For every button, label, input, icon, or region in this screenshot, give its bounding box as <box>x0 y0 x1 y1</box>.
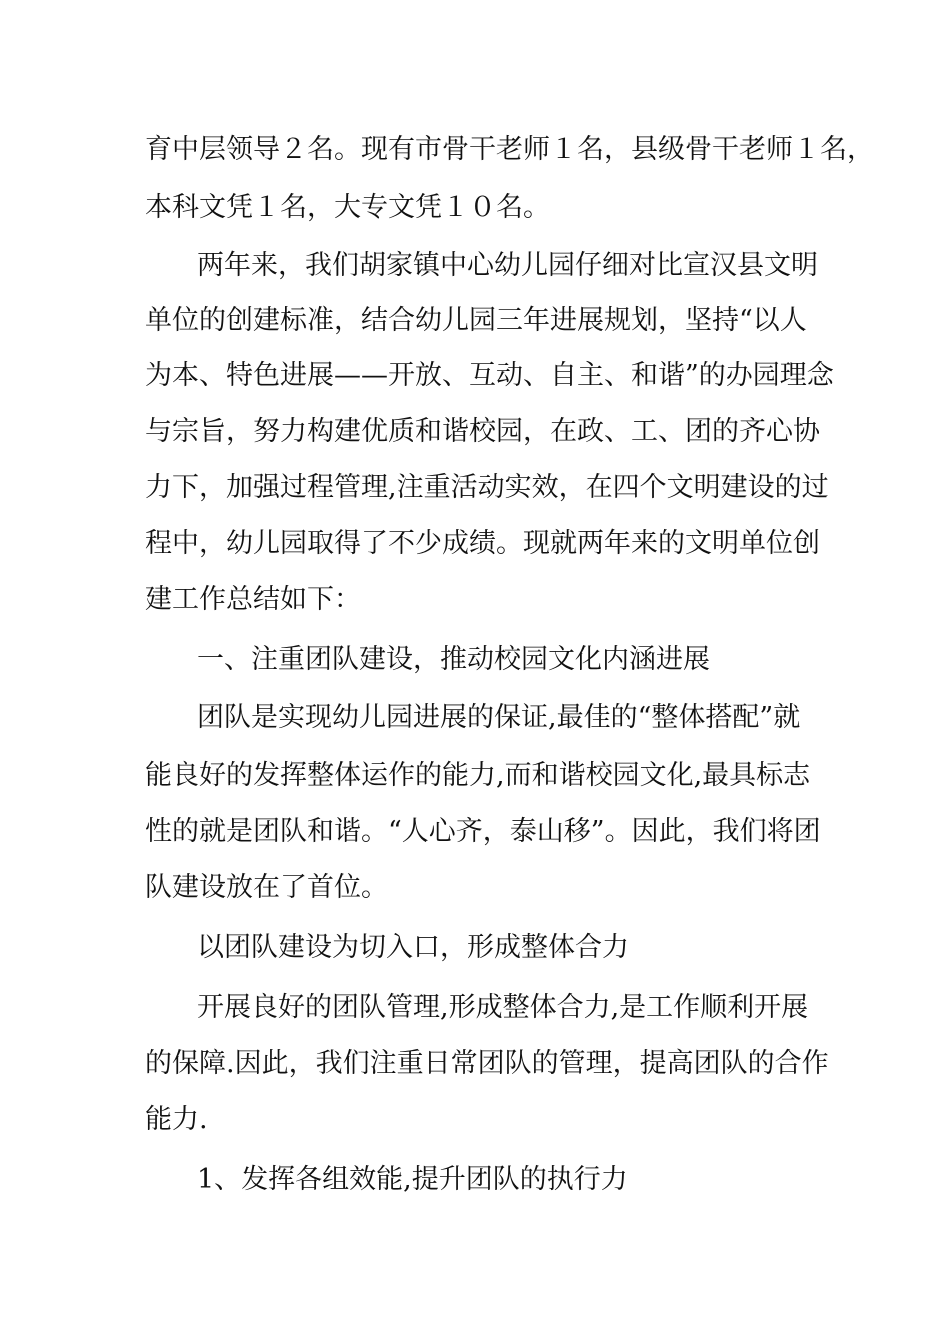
subsection-heading: 以团队建设为切入口，形成整体合力 <box>197 932 629 963</box>
text-line: 的保障.因此，我们注重日常团队的管理，提高团队的合作 <box>145 1048 829 1079</box>
text-line: 性的就是团队和谐。“人心齐，泰山移”。因此，我们将团 <box>145 816 821 847</box>
text-line: 能良好的发挥整体运作的能力,而和谐校园文化,最具标志 <box>145 760 811 791</box>
text-line: 队建设放在了首位。 <box>145 872 388 903</box>
text-line: 建工作总结如下： <box>145 584 361 615</box>
paragraph-start: 团队是实现幼儿园进展的保证,最佳的“整体搭配”就 <box>197 702 801 733</box>
text-line: 力下，加强过程管理,注重活动实效，在四个文明建设的过 <box>145 472 829 503</box>
text-line: 为本、特色进展——开放、互动、自主、和谐”的办园理念 <box>145 360 834 391</box>
text-line: 程中，幼儿园取得了不少成绩。现就两年来的文明单位创 <box>145 528 820 559</box>
text-line: 单位的创建标准，结合幼儿园三年进展规划，坚持“以人 <box>145 305 807 336</box>
text-line: 能力. <box>145 1104 208 1135</box>
text-line: 育中层领导２名。现有市骨干老师１名，县级骨干老师１名， <box>145 134 874 165</box>
text-line: 与宗旨，努力构建优质和谐校园，在政、工、团的齐心协 <box>145 416 820 447</box>
paragraph-start: 两年来，我们胡家镇中心幼儿园仔细对比宣汉县文明 <box>197 250 818 281</box>
numbered-item-heading: 1、发挥各组效能,提升团队的执行力 <box>197 1164 628 1195</box>
paragraph-start: 开展良好的团队管理,形成整体合力,是工作顺利开展 <box>197 992 809 1023</box>
text-line: 本科文凭１名，大专文凭１０名。 <box>145 192 550 223</box>
section-heading: 一、注重团队建设，推动校园文化内涵进展 <box>197 644 710 675</box>
